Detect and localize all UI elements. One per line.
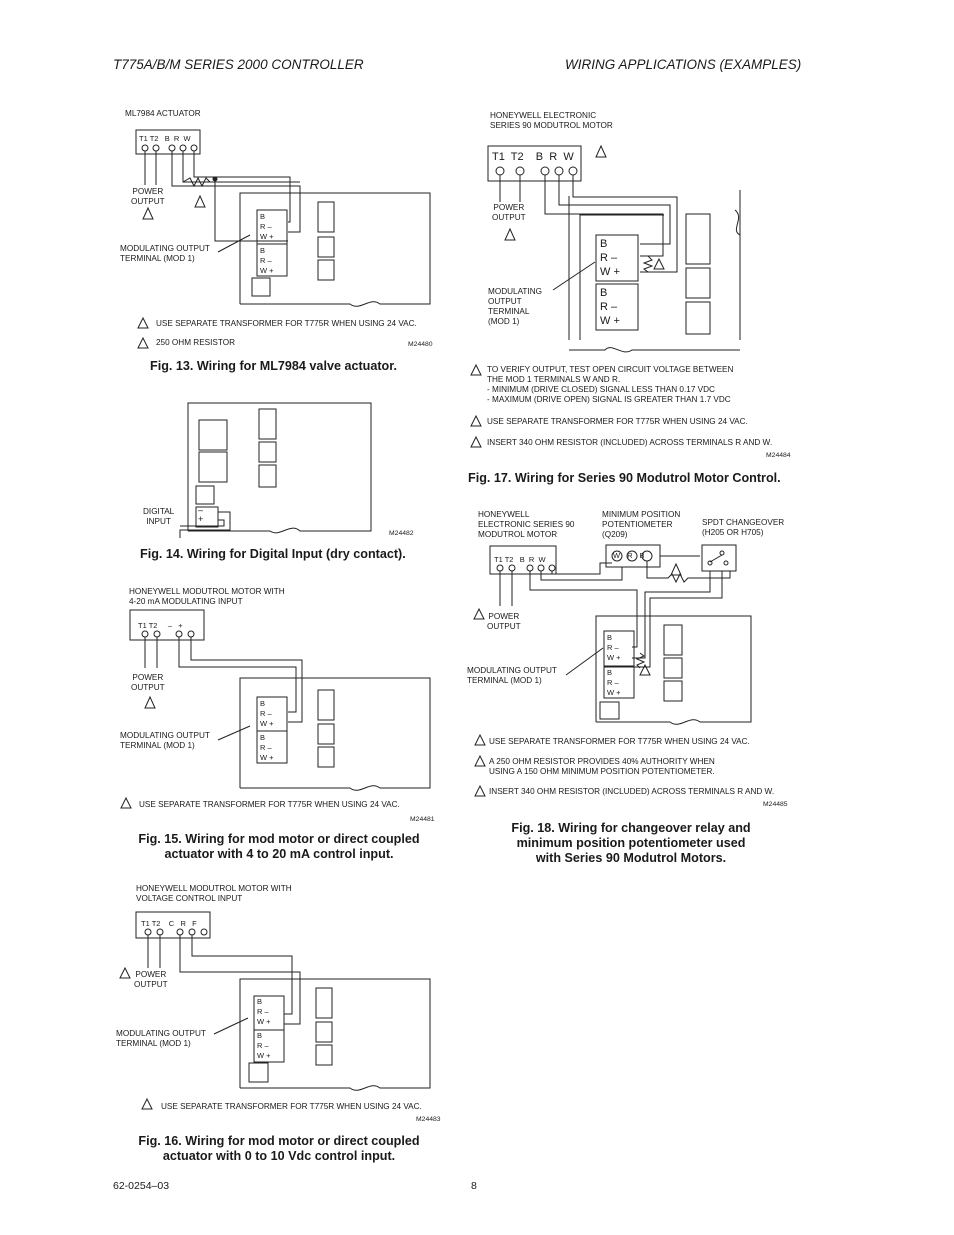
fig15-power-output: POWER OUTPUT (131, 673, 165, 692)
fig13-code: M24480 (408, 341, 433, 348)
fig18-brw-upper: B R – W + (607, 633, 621, 662)
fig15-brw-lower: B R – W + (260, 733, 274, 762)
fig18-terminal-labels: T1 T2 B R W (494, 555, 546, 564)
footer-page-number: 8 (471, 1180, 477, 1192)
fig15-diagram (121, 610, 430, 808)
fig17-note-3: INSERT 340 OHM RESISTOR (INCLUDED) ACROSS TERMINALS R AND W. (487, 438, 773, 447)
fig15-title: HONEYWELL MODUTROL MOTOR WITH 4-20 mA MODULATING INPUT (129, 587, 285, 606)
fig16-caption: Fig. 16. Wiring for mod motor or direct coupled actuator with 0 to 10 Vdc control input. (138, 1134, 420, 1163)
fig18-note-3: INSERT 340 OHM RESISTOR (INCLUDED) ACROSS TERMINALS R AND W. (489, 787, 775, 796)
fig13-diagram (136, 130, 430, 348)
fig17-brw-lower: B R – W + (600, 287, 620, 327)
fig15-terminal-labels: T1 T2 – + (138, 621, 183, 630)
fig17-mod-terminal: MODULATING OUTPUT TERMINAL (MOD 1) (488, 287, 542, 326)
fig13-brw-upper: B R – W + (260, 212, 274, 241)
fig17-terminal-labels: T1 T2 B R W (492, 151, 574, 163)
fig18-code: M24485 (763, 801, 788, 808)
fig18-power-output: POWER OUTPUT (487, 612, 521, 631)
fig16-terminals (145, 929, 207, 935)
fig18-spdt: SPDT CHANGEOVER (H205 OR H705) (702, 518, 785, 537)
fig18-brw-lower: B R – W + (607, 668, 621, 697)
fig14-terminal-signs: – + (198, 505, 204, 524)
header-right: WIRING APPLICATIONS (EXAMPLES) (565, 57, 802, 72)
fig17-code: M24484 (766, 452, 791, 459)
fig17-power-output: POWER OUTPUT (492, 203, 526, 222)
fig17-brw-upper: B R – W + (600, 238, 620, 278)
fig16-brw-upper: B R – W + (257, 997, 271, 1026)
header-left: T775A/B/M SERIES 2000 CONTROLLER (113, 57, 364, 72)
fig15-note-1: USE SEPARATE TRANSFORMER FOR T775R WHEN USING 24 VAC. (139, 800, 400, 809)
fig17-caption: Fig. 17. Wiring for Series 90 Modutrol Motor Control. (468, 471, 781, 485)
fig15-brw-upper: B R – W + (260, 699, 274, 728)
fig16-mod-terminal: MODULATING OUTPUT TERMINAL (MOD 1) (116, 1029, 206, 1048)
fig13-title: ML7984 ACTUATOR (125, 109, 201, 118)
fig13-caption: Fig. 13. Wiring for ML7984 valve actuator. (150, 359, 397, 373)
fig15-terminals (142, 631, 194, 637)
fig16-title: HONEYWELL MODUTROL MOTOR WITH VOLTAGE CONTROL INPUT (136, 884, 292, 903)
fig16-note-1: USE SEPARATE TRANSFORMER FOR T775R WHEN USING 24 VAC. (161, 1102, 422, 1111)
fig14-controller-outline (188, 403, 371, 533)
fig13-terminal-labels: T1 T2 B R W (139, 134, 191, 143)
fig18-potentiometer: MINIMUM POSITION POTENTIOMETER (Q209) (602, 510, 681, 539)
fig15-mod-terminal: MODULATING OUTPUT TERMINAL (MOD 1) (120, 731, 210, 750)
fig18-title: HONEYWELL ELECTRONIC SERIES 90 MODUTROL MOTOR (478, 510, 575, 539)
fig15-caption: Fig. 15. Wiring for mod motor or direct coupled actuator with 4 to 20 mA control input. (138, 832, 420, 861)
fig13-terminals (142, 145, 197, 151)
fig17-terminals (496, 167, 577, 175)
fig14-caption: Fig. 14. Wiring for Digital Input (dry contact). (140, 547, 406, 561)
fig13-note-2: 250 OHM RESISTOR (156, 338, 236, 347)
fig16-power-output: POWER OUTPUT (134, 970, 168, 989)
fig18-mod-terminal: MODULATING OUTPUT TERMINAL (MOD 1) (467, 666, 557, 685)
fig18-caption: Fig. 18. Wiring for changeover relay and minimum position potentiometer used with Series 90 Modutrol Motors. (511, 821, 751, 865)
fig16-diagram (120, 912, 430, 1109)
fig14-diagram (180, 403, 371, 538)
fig13-brw-lower: B R – W + (260, 246, 274, 275)
fig13-power-output: POWER OUTPUT (131, 187, 165, 206)
fig14-digital-input: DIGITAL INPUT (143, 507, 175, 526)
fig18-pot-terminals: WRB (613, 551, 652, 560)
fig16-brw-lower: B R – W + (257, 1031, 271, 1060)
fig18-terminals (497, 565, 555, 571)
fig14-code: M24482 (389, 530, 414, 537)
fig16-terminal-labels: T1 T2 C R F (141, 919, 197, 928)
fig15-code: M24481 (410, 816, 435, 823)
fig13-mod-terminal: MODULATING OUTPUT TERMINAL (MOD 1) (120, 244, 210, 263)
fig17-note-1: TO VERIFY OUTPUT, TEST OPEN CIRCUIT VOLTAGE BETWEEN THE MOD 1 TERMINALS W AND R. - MINIMUM (DRIVE CLOSED) SIGNAL LESS THAN 0.17 VDC - MAXIMUM (DRIVE OPEN) SIGNAL IS GREATER THAN 1.7 VDC (487, 365, 734, 404)
fig17-note-2: USE SEPARATE TRANSFORMER FOR T775R WHEN USING 24 VAC. (487, 417, 748, 426)
fig13-note-1: USE SEPARATE TRANSFORMER FOR T775R WHEN USING 24 VAC. (156, 319, 417, 328)
footer-doc-number: 62-0254–03 (113, 1180, 170, 1192)
fig17-title: HONEYWELL ELECTRONIC SERIES 90 MODUTROL MOTOR (490, 111, 613, 130)
fig16-code: M24483 (416, 1116, 441, 1123)
fig18-note-2: A 250 OHM RESISTOR PROVIDES 40% AUTHORITY WHEN USING A 150 OHM MINIMUM POSITION POTENTIOMETER. (489, 757, 715, 776)
fig18-note-1: USE SEPARATE TRANSFORMER FOR T775R WHEN USING 24 VAC. (489, 737, 750, 746)
